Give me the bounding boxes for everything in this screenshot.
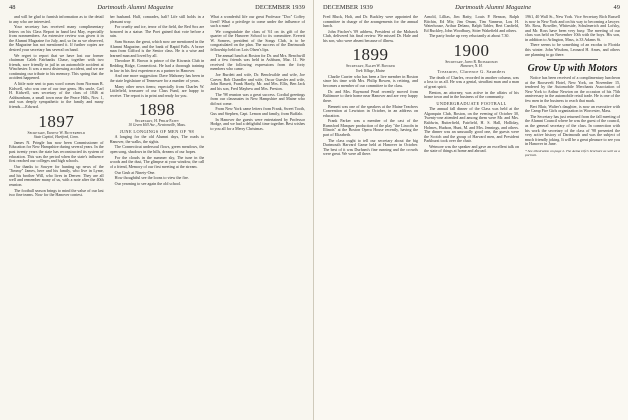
- section-subheading: UNDERGRADUATE FOOTBALL: [436, 100, 507, 106]
- running-head-left: [9, 4, 305, 13]
- paragraph: her husband. Half, comrades, half! Life still holds in a pleasant way.: [109, 15, 205, 24]
- paragraph: The death of Charles, recorded in another column, was a loss to us all. He was a genial, steadfast man and a man of great spirit.: [424, 74, 519, 89]
- paragraph: James N. Pringle has now been Commissioner of Education for New Hampshire during several years. In the past twenty years the state has reconstructed its system of education. This was the period when the state's influence first reached our colleges and high schools.: [9, 139, 104, 164]
- paragraph: We congratulate the class of '61 on its gift of the quarter of the Hanover School to its committee. Everett W. Somers, president of the Songs Club, is to be congratulated on the plan. The success of the Dartmouth fellowship held on Lois Olsen's lips.: [210, 28, 305, 53]
- running-title: Dartmouth Alumni Magazine: [455, 4, 532, 11]
- paragraph: The Secretary has just returned from the fall meeting of the Alumni Council where he was the guest of the council, as the general secretary of the class. In connection with his work the secretary of the class of '98 presented the very active history of Dartmouth and was the subject of much friendly joking. It will be a great pleasure to see you in Hanover in June.: [525, 113, 620, 147]
- paragraph: From New York came letters from Frank, Sweet Tooth, Gus and Stephen, Capt. Lemon and family, from Buffalo.: [210, 106, 305, 116]
- paragraph: There seems to be something of an exodus to Florida this winter. John Wisdom, Leonard H. Ames, and others are planning to go there.: [525, 42, 620, 57]
- paragraph: Dr. and Mrs. Raymond Pearl recently moved from Baltimore to their home near Hanover and are very happy there.: [323, 88, 418, 103]
- paragraph: Joe Burdett and wife, Dr. Benchwilde and wife, Joe Carver, Bob Chandler and wife, Oscar Guesler and wife, John Bassett, Frank Hardy, Mr. and Mrs. Ellis, Ben Jack and his son, Fred Mayhew and Mrs. Preston.: [210, 72, 305, 91]
- column-2: [424, 15, 519, 420]
- secretary-name: Secretary, Ralph W. Bowker: [346, 64, 395, 69]
- running-title: Dartmouth Alumni Magazine: [97, 4, 174, 11]
- running-date: DECEMBER 1939: [255, 4, 305, 11]
- column-1: [9, 15, 104, 420]
- paragraph: Arnold, Lillias, Jim Batty; Louis P. Benson, Ralph Bitchin, Ed Mir; Jim Oman, Tim Vanneur, Lou H. Waterhouse, Arthur Delano, Ralph Tabler, Bert Canfield, Ed Buckley, John Woodbury, Sitter Wakefield and others.: [424, 15, 519, 33]
- class-year-heading: 1898: [138, 100, 175, 120]
- poem-stanza: How thoughtful see the loons to view the fire.: [114, 175, 189, 181]
- paragraph: The football season brings to mind the value of our last two fine teams. Now for the Hanover contest.: [9, 187, 104, 198]
- divider: [547, 59, 598, 60]
- paragraph: The party broke up very reluctantly at about 7.30.: [429, 33, 510, 39]
- paragraph: A little note sent to pass word comes from Norman B. Kidwell, who was one of our true gems. His uncle, Carl H. Kidwell, was secretary of the class of 1846 at Ashburnham, a small town near the Peace Hills, Nov. 1, and was deeply sympathetic to the family and many friends.—Edward.: [9, 81, 104, 109]
- paragraph: Many other news items; especially from Charles W. Littlefield, treasurer of our Class Fund, are happy to receive. The report is in print and ready for you.: [109, 83, 205, 98]
- poem-stanza: A longing for the old Alumni days, The roads to Hanover, the walks, the sights.: [109, 134, 205, 144]
- paragraph: Benton, an attorney, was active in the affairs of his home town and in the business of the community.: [424, 89, 519, 100]
- secretary-name: Secretary, Ernest W. Butterfield: [27, 130, 86, 135]
- paragraph: and will be glad to furnish information as to the detail to any who are interested.: [9, 15, 104, 24]
- paragraph: Fred Bluck, Holt, and Dr. Buckley were appointed the committee in charge of the arrangements for the annual lunch.: [323, 15, 418, 29]
- text-columns: [323, 15, 620, 420]
- section-subheading: Treasurer, Clarence G. Saunders: [437, 69, 506, 75]
- paragraph: In Hanover the guests were entertained by Professor Hodge, and we had a delightful time together. Best wishes to you all for a Merry Christmas.: [210, 116, 305, 131]
- paragraph: The '98 reunion was a great success. Cordial greetings from our classmates in New Hampshire and Maine who did not come.: [210, 91, 305, 106]
- class-year-heading: 1899: [352, 45, 389, 65]
- secretary-name: Secretary, H. Philip Patey: [134, 119, 180, 124]
- paragraph: 1961, 40 Wall St., New York. Vice Secretary Rich Russell is now in New York and on his way to becoming a lawyer. Mr. Ross, Bowdler, Whiteside, Schulmerich and Lofsky, and Mr. Ross have been very busy. The meeting of our class was held on November 10th with the boys. His son, in addition to Arlington, Mass, is 33 Adams St.: [525, 15, 620, 42]
- paragraph: Frank Parker was a member of the cast of the Rumsford Masquer production of the play "the Lincoln in Illinois" at the Boston Opera House recently, having the part of Elizabeth.: [323, 118, 418, 137]
- secretary-line: [9, 131, 104, 139]
- secretary-name: Secretary, John R. Richardson: [445, 59, 498, 64]
- column-3: [525, 15, 620, 420]
- right-page: [314, 0, 628, 420]
- secretary-line: [323, 64, 418, 72]
- paragraph: The class ought to tell our secretary about the big Dartmouth Harvard Game held at Hanover in October. The best of it was Durham's fine running and the crowds were great. We were all there.: [323, 137, 418, 157]
- paragraph: Bennett was one of the speakers at the Maine Teachers Convention at Lewiston in October, in an address on education.: [323, 103, 418, 118]
- page-number: 48: [9, 4, 16, 11]
- paragraph: For cruelty and ice, terror of the field, the Red Sox are honored in a statue. The Poet gained that vote before a rain.: [109, 24, 205, 39]
- secretary-address: York Village, Maine: [355, 68, 386, 73]
- running-date: DECEMBER 1939: [323, 4, 373, 11]
- paragraph: Notice has been received of a complimentary luncheon at the Roosevelt Hotel, New York, on November 15, tendered by the Automobile Merchants Association of New York to Arthur Newton on the occasion of his 75th anniversary in the automobile retail trade. He is one of the few men in the business to reach that mark.: [525, 75, 620, 103]
- column-1: [323, 15, 418, 420]
- column-3: [210, 15, 305, 420]
- footnote: * See illustration on page 2. The Aetna Life's brochure as well as a portrait.: [525, 148, 620, 157]
- paragraph: The annual lunch at Boston for Dr. and Mrs. Benchwill and a few friends was held in Ashburn, Mar. 11. We received the following expressions from the forty members who came.: [210, 52, 305, 72]
- paragraph: Sam Strauss the great, which now are mentioned in the Alumni Magazine, and the bank of Rapid Falls. A brave man from Gifford is the Senior class. He is a wise and learned man and loved by all.: [109, 39, 205, 58]
- column-2: [110, 15, 205, 420]
- secretary-line: [424, 60, 519, 68]
- paragraph: Our thanks to Sawyer for hunting up news of the "Jimmy" James, here and his family, who live in Lyme, and his brother Will, who lives in Denver. They are all well and remember many of us, with a note after the 40th reunion.: [9, 163, 104, 188]
- paragraph: John Fischer's '09 address, President of the Mohawk Club, delivered his final review. We missed Dr. Hale and his son, who were absent because of illness.: [323, 28, 418, 43]
- poem-stanza: For the clouds in the summer sky, The tune in the woods and the dust, The glimpse at your window, the call of a friend, Memory of our first meeting at the stream.: [109, 154, 205, 169]
- section-subheading: JUNE LONGINGS OF MEN OF '98: [119, 128, 195, 134]
- text-columns: [9, 15, 305, 420]
- paragraph: The annual fall dinner of the Class was held at the Algonquin Club, Boston, on the evening of October 30, Twenty-one attended and among them were Mr. and Mrs. Baldwin, Butterfield, Fairfield, H. S. Hall, Holliday, Holmes, Hudson, Hunt, M. and Mrs. Jennings, and others. The dinner was an unusually good one, the guests were the Scotch and the group of Harvard men, and President Parkhurst took over the chair.: [424, 106, 519, 144]
- secretary-line: [110, 119, 205, 127]
- poem-stanza: The Connecticut undersoul flows, green meadows, the open song, shadows in the hills, dreams of our hopes.: [109, 144, 205, 155]
- paragraph: Your secretary has received many complimentary letters on his Class Report in hand last May, especially from nonmembers. An extensive review was given it in the Alumni Magazine for July, and, so far as we observed, the Magazine has not mentioned it. If further copies are desired your secretary has several on hand.: [9, 24, 104, 53]
- paragraph: Charlie Currier who has been a live member in Boston since his time with Mrs. Philip Bowen, is retiring, and becomes a member of our committee to the class.: [323, 73, 418, 88]
- secretary-address: Hanover, N. H.: [460, 64, 483, 69]
- paragraph: Bert Blair, Walter's daughter, is now an executive with the Camp Fire Girls organization in Worcester, Mass.: [525, 103, 620, 114]
- feature-title: Grow Up with Motors: [527, 63, 618, 75]
- paragraph: We regret to report that we have lost our former chairman Caleb Fairbanks Chase, together with two friends, sore friendly in jail in an automobile accident at Winchester. It was a most distressing accident, and we are continuing our tribute to his memory. This spring that the accident happened.: [9, 52, 104, 81]
- class-year-heading: 1897: [38, 111, 75, 131]
- paragraph: What a wonderful life our great Professor "Doc" Coffey lived! What a privilege to come under the influence of such a man!: [210, 15, 305, 29]
- paragraph: Wetmore was the speaker and gave an excellent talk on the state of things at home and abroad.: [424, 143, 519, 154]
- running-head-right: [323, 4, 620, 13]
- poem-stanza: Our Grub at Ninety-One.: [114, 169, 156, 175]
- secretary-address: 10 Green Hill Ave., Newtonville, Mass.: [128, 123, 186, 128]
- paragraph: Theodore H. Brown is prince of the Kiwanis Club in Redding Ridge, Connecticut. He had a thorough training in law in his first experience as a partner in Hanover.: [109, 58, 205, 73]
- poem-stanza: Our yearning to see again the old school.: [114, 181, 181, 187]
- secretary-address: State Capitol, Hartford, Conn.: [33, 134, 79, 139]
- class-year-heading: 1900: [453, 40, 490, 60]
- paragraph: And one more suggestion: Dave Mahoney has been in the state legislature of Tennessee for a number of years.: [109, 73, 205, 83]
- page-number: 49: [613, 4, 620, 11]
